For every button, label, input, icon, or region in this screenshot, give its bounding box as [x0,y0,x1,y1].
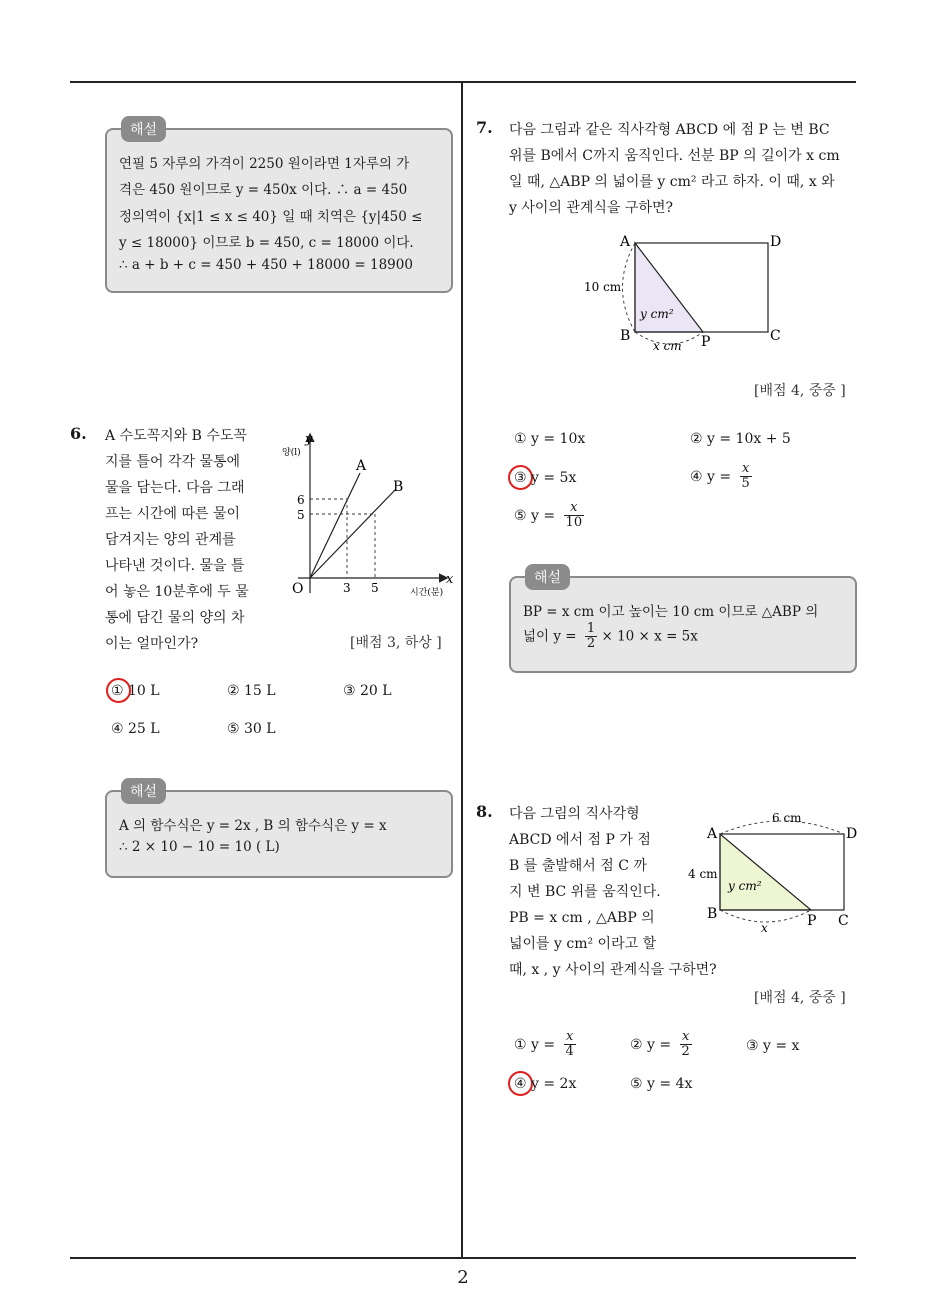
question-text: PB = x cm , △ABP 의 [509,910,655,926]
tick-x5: 5 [371,581,379,595]
tick-x3: 3 [343,581,351,595]
fraction-num: x [740,462,752,477]
height-arc [623,243,636,332]
choice-4-label: ④ y = [690,468,732,485]
question-text: 통에 담긴 물의 양의 차 [105,610,245,626]
solution-line: BP = x cm 이고 높이는 10 cm 이므로 △ABP 의 [523,604,819,620]
q7-figure [580,228,790,358]
choice-1-label: ① y = [514,1036,556,1053]
triangle-abp [720,834,811,910]
tick-y6: 6 [297,493,305,507]
line-a [310,473,360,578]
side-label: 4 cm [688,867,718,881]
question-number: 7. [476,118,493,137]
question-text: 다음 그림과 같은 직사각형 ABCD 에 점 P 는 변 BC [509,122,830,138]
vertex-p: P [701,334,711,350]
solution-tag: 해설 [121,116,166,142]
column-divider [461,82,463,1258]
y-unit-label: 양(l) [282,448,301,458]
question-text: B 를 출발해서 점 C 까 [509,858,647,874]
choice-5[interactable] [514,501,584,531]
question-text: 때, x , y 사이의 관계식을 구하면? [509,962,717,978]
base-label: x [761,921,768,935]
question-text: 물을 담는다. 다음 그래 [105,480,245,496]
fraction-num: x [564,1030,576,1045]
vertex-c: C [770,328,781,344]
vertex-b: B [620,328,631,344]
choice-1[interactable]: ① y = 10x [514,431,586,447]
side-label: 10 cm [584,280,622,294]
vertex-b: B [707,906,718,922]
solution-line: ∴ 2 × 10 − 10 = 10 ( L) [119,839,280,855]
origin-label: O [292,581,304,597]
fraction [564,1030,576,1060]
fraction-den: 2 [681,1044,690,1060]
x-axis-label: x [446,572,454,587]
line-b [310,489,396,578]
choice-5[interactable]: ⑤ 30 L [227,721,276,737]
fraction [585,622,597,652]
solution-text: × 10 × x = 5x [601,628,698,645]
choice-2[interactable]: ② 15 L [227,683,276,699]
fraction-num: x [680,1030,692,1045]
choice-2[interactable]: ② y = 10x + 5 [690,431,791,447]
question-text: A 수도꼭지와 B 수도꼭 [105,428,247,444]
fraction [680,1030,692,1060]
page-number: 2 [457,1267,469,1288]
solution-box-q7 [509,570,857,673]
question-text: 위를 B에서 C까지 움직인다. 선분 BP 의 길이가 x cm [509,148,840,164]
choice-2[interactable] [630,1030,692,1060]
solution-tag: 해설 [121,778,166,804]
vertex-a: A [620,234,631,250]
question-text: 일 때, △ABP 의 넓이를 y cm² 라고 하자. 이 때, x 와 [509,174,835,190]
question-number: 6. [70,424,87,443]
fraction-den: 10 [565,515,583,531]
question-number: 8. [476,802,493,821]
solution-line: 격은 450 원이므로 y = 450x 이다. ∴ a = 450 [119,182,408,198]
question-text: 담겨지는 양의 관계를 [105,532,236,548]
area-label: y cm² [640,307,674,321]
fraction [740,462,752,492]
top-label: 6 cm [772,811,802,825]
choice-1[interactable]: ① 10 L [111,683,160,699]
question-text: y 사이의 관계식을 구하면? [509,200,674,216]
question-text: 나타낸 것이다. 물을 틀 [105,558,245,574]
fraction [564,501,585,531]
q8-figure [686,808,866,936]
solution-box-q6 [105,784,453,878]
x-unit-label: 시간(분) [410,588,444,598]
vertex-a: A [707,826,718,842]
score-meta: [배점 4, 중중 ] [754,990,846,1006]
line-a-label: A [356,458,367,474]
base-label: x cm [653,339,682,353]
question-text: 다음 그림의 직사각형 [509,806,640,822]
solution-line: ∴ a + b + c = 450 + 450 + 18000 = 18900 [119,257,413,273]
choice-4[interactable]: ④ y = 2x [514,1076,577,1092]
solution-line: A 의 함수식은 y = 2x , B 의 함수식은 y = x [119,818,387,834]
tick-y5: 5 [297,508,305,522]
solution-tag: 해설 [525,564,570,590]
solution-box-q5 [105,122,453,293]
solution-line: 연필 5 자루의 가격이 2250 원이라면 1자루의 가 [119,156,410,172]
question-text: 프는 시간에 따른 물이 [105,506,241,522]
choice-5-label: ⑤ y = [514,507,556,524]
choice-3[interactable]: ③ y = 5x [514,470,577,486]
bottom-rule [70,1257,856,1259]
fraction-den: 2 [586,636,596,652]
fraction-den: 5 [741,476,750,492]
choice-4[interactable] [690,462,752,492]
line-b-label: B [393,479,404,495]
vertex-c: C [838,913,849,929]
vertex-d: D [846,826,858,842]
question-text: 지를 틀어 각각 물통에 [105,454,241,470]
top-rule [70,81,856,83]
solution-line [523,622,698,652]
question-text: 지 변 BC 위를 움직인다. [509,884,661,900]
solution-text: 넓이 y = [523,628,577,645]
solution-line: y ≤ 18000} 이므로 b = 450, c = 18000 이다. [119,235,414,251]
score-meta: [배점 3, 하상 ] [350,635,442,651]
vertex-p: P [807,913,817,929]
solution-line: 정의역이 {x|1 ≤ x ≤ 40} 일 때 치역은 {y|450 ≤ [119,209,423,225]
y-axis-label: y [305,432,313,447]
choice-1[interactable] [514,1030,576,1060]
vertex-d: D [770,234,782,250]
q6-graph [268,425,458,605]
choice-2-label: ② y = [630,1036,672,1053]
choice-4[interactable]: ④ 25 L [111,721,160,737]
choice-5[interactable]: ⑤ y = 4x [630,1076,693,1092]
fraction-num: 1 [586,621,596,636]
fraction-num: x [564,501,585,516]
question-text: ABCD 에서 점 P 가 점 [509,832,651,848]
score-meta: [배점 4, 중중 ] [754,383,846,399]
question-text: 어 놓은 10분후에 두 물 [105,584,249,600]
choice-3[interactable]: ③ y = x [746,1038,800,1054]
question-text: 넓이를 y cm² 이라고 할 [509,936,657,952]
area-label: y cm² [728,879,762,893]
question-text: 이는 얼마인가? [105,636,199,652]
fraction-den: 4 [565,1044,574,1060]
choice-3[interactable]: ③ 20 L [343,683,392,699]
